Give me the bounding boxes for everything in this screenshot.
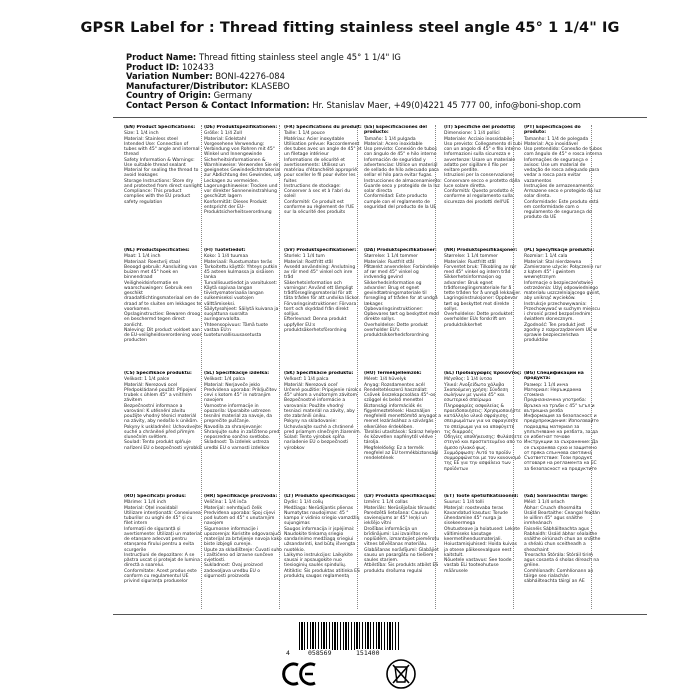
spec-cell-fi: (FI) Tuotetiedot: Koko: 1 1/4 tuumaa Materiaali: Ruostumaton teräs Tarkoitettu käyttö: Yhteys putkin 45 asteen kulmassa ja sisäisen lanka Turvallisuustiedot ja varoitukset: Käytä sopivaa langan tiivistysmateriaalia langan sulkemiseksi vuotojen välttämiseksi. Säilytysohjeet: Säilytä kuivana ja suojattuna suoralta auringonvalolta. Yhteensopivuus: Tämä tuote vastaa EU:n tuoteturvallisuusasetusta: [204, 248, 279, 338]
recycling-disposal-icon: [385, 658, 417, 690]
spec-cell-es: (ES) Especificaciones del producto: Tamaño: 1 1/4 pulgada Material: Acero inoxidable Uso previsto: Conexión de tubos con ángulo de 45° e hilo interno Información de seguridad y advertencias: Utilice un material de sellado de hilo adecuado para sellar el hilo para evitar fugas. Instrucciones de almacenamiento: Guarde seco y protegido de la luz solar directa Conformidad: Este producto cumple con el reglamento de seguridad del producto de la UE: [364, 125, 442, 210]
spec-cell-sk: (SK) Špecifikácie produktu: Veľkosť: 1 1/4 palca Materiál: Nerezová oceľ Určené použitie: Pripojenie rúrok s 45° uhlom a vnútorným závitom Bezpečnostné informácie a varovania: Použite vhodný tesniaci materiál na závity, aby ste zabránili úniku. Pokyny na skladovanie: Uchovávajte suché a chránené pred priamym slnečným žiarením. Súlad: Tento výrobok spĺňa nariadenie EÚ o bezpečnosti výrobkov: [284, 371, 362, 451]
spec-row-4: [124, 494, 670, 584]
spec-cell-ga: (GA) Sonraíochtaí Táirge: Méid: 1 1/4 orlach Ábhar: Cruach dhosmálta Úsáid Beartaithe: Ceangal feadán le uillinn 45° agus snáithe inmheánach Faisnéis Sábháilteachta agus Rabhaidh: Úsáid ábhar séalaithe snáithe oiriúnach chun an snáithe a shéalú chun sceitheadh a sheachaint Treoracha Stórála: Stóráil tirim agus cosanta ó sholas díreach na gréine. Comhlíonadh: Comhlíonann an táirge seo rialachán sábháilteachta táirgí an AE: [524, 494, 601, 584]
spec-cell-hu: (HU) Termékjellemzők: Méret: 1/4 hüvelyk Anyag: Rozsdamentes acél Rendeltetésszerű használat: Csövek összekapcsolása 45°-os szöggel és belső menettel Biztonsági információk és figyelmeztetések: Használjon megfelelő menettömítő anyagot a menet lezárásához a szivárgás elkerülése érdekében. Tárolási utasítások: Száraz helyen és közvetlen napfénytől védve tárolja. Megfelelőség: Ez a termék megfelel az EU termékbiztonsági rendeletének: [364, 371, 442, 461]
column-separator: [513, 125, 514, 609]
spec-cell-hr: (HR) Specifikacije proizvoda: Veličina: 1 1/4 inča Materijal: nehrđajući čelik Predviđena uporaba: Spoj cijevi pod kutom od 45° s unutarnjim navojem Sigurnosne informacije i upozorenja: Koristite odgovarajući materijal za brtvljenje navoja kako biste izbjegli curenje. Upute za skladištenje: Čuvati suho i zaštićeno od izravne sunčeve svjetlosti. Sukladnost: Ovaj proizvod zadovoljava uredbu EU o sigurnosti proizvoda: [204, 494, 282, 579]
info-product-id: Product ID: 102433: [126, 61, 214, 72]
spec-cell-sv: (SV) Produktspecifikationer: Storlek: 1 1/4 tum Material: Rostfritt stål Avsedd användning: Anslutning av rör med 45° vinkel och inre tråd Säkerhetsinformation och varningar: Använd ett lämpligt trådförseglingsmaterial för att täta tråden för att undvika läckor. Förvaringsinstruktioner: Förvara torrt och skyddad från direkt solljus. Efterlevnad: Denna produkt uppfyller EU:s produktsäkerhetsförordning: [284, 248, 360, 333]
spec-cell-nr: (NR) Produktspesifikasjoner: Størrelse: 1 1/4 tommer Materiale: Rustfritt stål Forventet bruk: Tilkobling av rør med 45° vinkel og intern tråd Sikkerhetsinformasjon og advarsler: Bruk egnet trådforseglingsmateriale for å tette tråden for å unngå lekkasjer. Lagringsinstruksjoner: Oppbevar tørt og beskyttet mot direkte sollys. Overholdelse: Dette produktet overholder EUs forskrift om produktsikkerhet: [444, 248, 522, 328]
spec-row-3: [124, 371, 670, 472]
product-info: [126, 53, 686, 111]
label-title: GPSR Label for : Thread fitting stainless steel angle 45° 1 1/4" IG: [80, 20, 620, 36]
spec-cell-ro: (RO) Specificații produs: Mărime: 1 1/4 inch Material: Oțel inoxidabil Utilizare intenționată: Conexiunea tuburilor cu unghi de 45° și cu filet intern Informații de siguranță și avertismente: Utilizați un material de etanșare adecvat pentru etanșarea firului pentru a evita scurgerile Instrucțiuni de depozitare: A se păstra uscat și protejat de lumina directă a soarelui. Conformitate: Acest produs este conform cu regulamentul UE privind siguranța produselor: [124, 494, 202, 584]
spec-cell-empty: [604, 248, 684, 344]
spec-cell-empty: [604, 125, 684, 221]
column-separator: [591, 125, 592, 609]
info-contact: Contact Person & Contact Information: Hr. Stanislav Maer, +49(0)4221 45 777 00, info@boni-shop.com: [126, 99, 581, 110]
spec-cell-et: (ET) Toote spetsifikatsioonid: Suurus: 1 1/4 tolli Materjal: roostevaba teras Kavandatud kasutus: Torude ühendamine 45° nurga ja sisekeermega Ohutusteave ja hoiatused: Lekete vältimiseks kasutage keermetihendusmaterjali. Hoiustamisjuhised: Hoida kuivas ja otsese päikesevalguse eest kaitstult. Nõuetele vastavus: See toode vastab ELi tooteohutuse määrusele: [444, 494, 520, 574]
info-variation-number: Variation Number: BONI-42276-084: [126, 71, 285, 82]
column-separator: [201, 125, 202, 609]
info-country-of-origin: Country of Origin: Germany: [126, 90, 253, 101]
info-product-name: Product Name: Thread fitting stainless steel angle 45° 1 1/4" IG: [126, 52, 401, 62]
ean-barcode: [285, 622, 405, 656]
spec-cell-it: (IT) Specifiche del prodotto: Dimensione: 1 1/4 pollici Materiale: Acciaio inossidabile Uso previsto: Collegamento di tubi con un angolo di 45° e filo interno Informazioni sulla sicurezza e avvertenze: Usare un materiale adatto per sigillare il filo per evitare perdite. Istruzioni per la conservazione: Conservare secco e protetto dalla luce solare diretta. Conformità: Questo prodotto è conforme al regolamento sulla sicurezza dei prodotti dell'UE: [444, 125, 522, 205]
spec-cell-sl: (SL) Specifikacije izdelka: Velikost: 1/4 palca Material: Nerjaveče jeklo Predvidena uporaba: Priključitev cevi s kotom 45° in notranjim navojem Varnostne informacije in opozorila: Uporabite ustrezen tesnilni material za navoje, da preprečite puščanje. Navodila za shranjevanje: Shranjujte suho in zaščiteno pred neposredno sončno svetlobo. Skladnost: Ta izdelek ustreza uredbi EU o varnosti izdelkov: [204, 371, 280, 451]
spec-cell-fr: (FR) Spécifications du produit: Taille: 1 1/4 pouce Matériau: Acier inoxydable Utilisation prévue: Raccordement des tubes avec un angle de 45° et un filetage intérieur Informations de sécurité et avertissements: Utilisez un matériau d'étanchéité approprié pour sceller le fil pour éviter les fuites Instructions de stockage: Conserver à sec et à l'abri du soleil Conformité: Ce produit est conforme au règlement de l'UE sur la sécurité des produits: [284, 125, 362, 215]
spec-cell-empty: [604, 494, 684, 584]
column-separator: [279, 125, 280, 609]
barcode-digits-mid: 058569: [308, 649, 332, 657]
spec-cell-nl: (NL) Productspecificaties: Maat: 1 1/4 inch Materiaal: Roestvrij staal Beoogd gebruik: Aansluiting van buizen met 45° hoek en binnendraad Veiligheidsinformatie en waarschuwingen: Gebruik een geschikt draadafdichtingsmateriaal om de draad af te sluiten om lekkages te voorkomen. Opslaginstructies: Bewaren droog en beschermd tegen direct zonlicht. Naleving: Dit product voldoet aan de EU-veiligheidsverordening voor producten: [124, 248, 202, 344]
top-divider: [113, 117, 647, 118]
barcode-bars: [299, 622, 399, 650]
spec-row-1: [124, 125, 670, 221]
column-separator: [357, 125, 358, 609]
spec-cell-lv: (LV) Produkta specifikācijas: Izmērs: 1 1/4 collas Materiāls: Nerūsējošais tērauds Paredzētā lietošana: Cauruļu savienojums ar 45° leņķi un iekšējo vītni Drošības informācija un brīdinājumi: Lai izvairītos no noplūdēm, izmantojiet piemērotu vītnes blīvēšanas materiālu. Glabāšanas norādījumi: Glabājiet sausu un pasargātu no tiešiem saules stariem. Atbilstība: Šis produkts atbilst ES produktu drošuma regulai: [364, 494, 440, 574]
info-manufacturer: Manufacturer/Distributor: KLASEBO: [126, 80, 290, 91]
spec-row-2: [124, 248, 670, 344]
barcode-digit-left: 4: [286, 649, 290, 657]
column-separator: [435, 125, 436, 609]
spec-cell-en: (EN) Product Specifications: Size: 1 1/4 inch Material: Stainless steel Intended Use: Connection of tubes with 45° angle and internal thread Safety Information & Warnings: Use suitable thread sealant Material for sealing the thread to avoid leakages Storage Instructions: Store dry and protected from direct sunlight Compliance: This product complies with the EU product safety regulation: [124, 125, 202, 205]
spec-cell-de: (DE) Produktspezifikationen: Größe: 1 1/4 Zoll Material: Edelstahl Vorgesehene Verwendung: Verbindung von Rohren mit 45° Winkel und Innengewinde Sicherheitsinformationen & Warnhinweise: Verwenden Sie ein geeignetes Gewindedichtmaterial zur Abdichtung des Gewindes, um Leckagen zu vermeiden. Lagerungshinweise: Trocken und vor direkter Sonneneinstrahlung geschützt lagern Konformität: Dieses Produkt entspricht der EU-Produktsicherheitsverordnung: [204, 125, 282, 215]
spec-cell-cs: (CS) Specifikace produktu: Velikost: 1 1/4 palce Materiál: Nerezová ocel Předpokládané použití: Připojení trubek s úhlem 45° a vnitřním závitem Bezpečnostní informace a varování: K utěsnění závitu použijte vhodný těsnicí materiál na závity, aby nedošlo k únikům. Pokyny k uskladnění: Uchovávejte suché a chráněné před přímým slunečním světlem. Soulad: Tento produkt splňuje nařízení EU o bezpečnosti výrobků: [124, 371, 202, 451]
spec-cell-bg: (BG) Спецификации на продукта: Размер: 1 1/4 инча Материал: Неръждаема стомана Предназначена употреба: Връзка на тръби с 45° ъгъл и вътрешна резба Информация за безопасност и предупреждения: Използвайте подходящ материал за уплътняване на резбата, за да се избегнат течове Инструкции за съхранение: Да се съхранява сухо и защитено от пряка слънчева светлина Съответствие: Този продукт отговаря на регламента на ЕС за безопасност на продуктите: [524, 371, 599, 472]
barcode-digits-right: 151400: [356, 649, 380, 657]
spec-cell-pl: (PL) Specyfikacje produktu: Rozmiar: 1 1/4 cala Materiał: Stal nierdzewna Zamierzone użycie: Połączenie rur z kątem 45° i gwintem wewnętrznym Informacje o bezpieczeństwie i ostrzeżenia: Użyj odpowiedniego materiału uszczelniającego gwint, aby uniknąć wycieków. Instrukcje przechowywania: Przechowywać w suchym miejscu i chronić przed bezpośrednim światłem słonecznym. Zgodność: Ten produkt jest zgodny z rozporządzeniem UE w sprawie bezpieczeństwa produktów: [524, 248, 602, 344]
spec-cell-empty: [604, 371, 684, 472]
bottom-divider: [113, 614, 647, 615]
spec-cell-da: (DA) Produktspecifikationer: Størrelse: 1 1/4 tommer Materiale: Rustfrit stål Påtænkt anvendelse: Forbindelse af rør med 45° vinkel og indvendig gevind Sikkerhedsinformation og advarsler: Brug et egnet gevindtætningsmateriale til forsegling af tråden for at undgå lækager. Opbevaringsinstruktioner: Opbevares tørt og beskyttet mod direkte sollys. Overholdelse: Dette produkt overholder EU's produktsikkerhedsforordning: [364, 248, 439, 338]
ce-mark-icon: [282, 661, 318, 687]
spec-cell-lt: (LT) Produkto specifikacijos: Dydis: 1 1/4 colių Medžiaga: Nerūdijantis plienas Numatytas naudojimas: 45 ° kampo ir vidinio sriegio vamzdžių sujungimas Saugos informacija ir įspėjimai: Naudokite tinkamą sriegio sandarinimo medžiagą sriegiui užsandarinti, kad būtų išvengta nuotėkio. Laikymo instrukcijos: Laikykite sausai ir apsaugokite nuo tiesioginių saulės spindulių. Atitiktis: Šis produktas atitinka ES produktų saugos reglamentą: [284, 494, 360, 579]
spec-cell-el: (EL) Προδιαγραφές προϊόντος: Μέγεθος: 1 1/4 ίντσα Υλικό: Ανοξείδωτο χάλυβα Σκοπούμενη χρήση: Σύνδεση σωλήνων με γωνία 45° και εσωτερικό σπείρωμα Πληροφορίες ασφαλείας & προειδοποιήσεις: Χρησιμοποιήστε κατάλληλο υλικό σφράγισης σπειρωμάτων για να σφραγίσετε το σπείρωμα για να αποφύγετε τις διαρροές Οδηγίες αποθήκευσης: Φυλάσσετε στεγνό και προστατευμένο από το άμεσο ηλιακό φως. Συμμόρφωση: Αυτό το προϊόν συμμορφώνεται με τον κανονισμό της ΕΕ για την ασφάλεια των προϊόντων: [444, 371, 522, 472]
spec-cell-pt: (PT) Especificações do produto: Tamanho: 1 1/4 de polegada Material: Aço inoxidável Uso pretendido: Conexão de tubos com ângulo de 45° e rosca interna Informações de segurança e avisos: Use um material de vedação de rosca adequado para vedar a rosca para evitar vazamentos Instruções de armazenamento: Armazene seco e protegido da luz solar direta. Conformidade: Este produto está em conformidade com o regulamento de segurança do produto da UE: [524, 125, 602, 221]
